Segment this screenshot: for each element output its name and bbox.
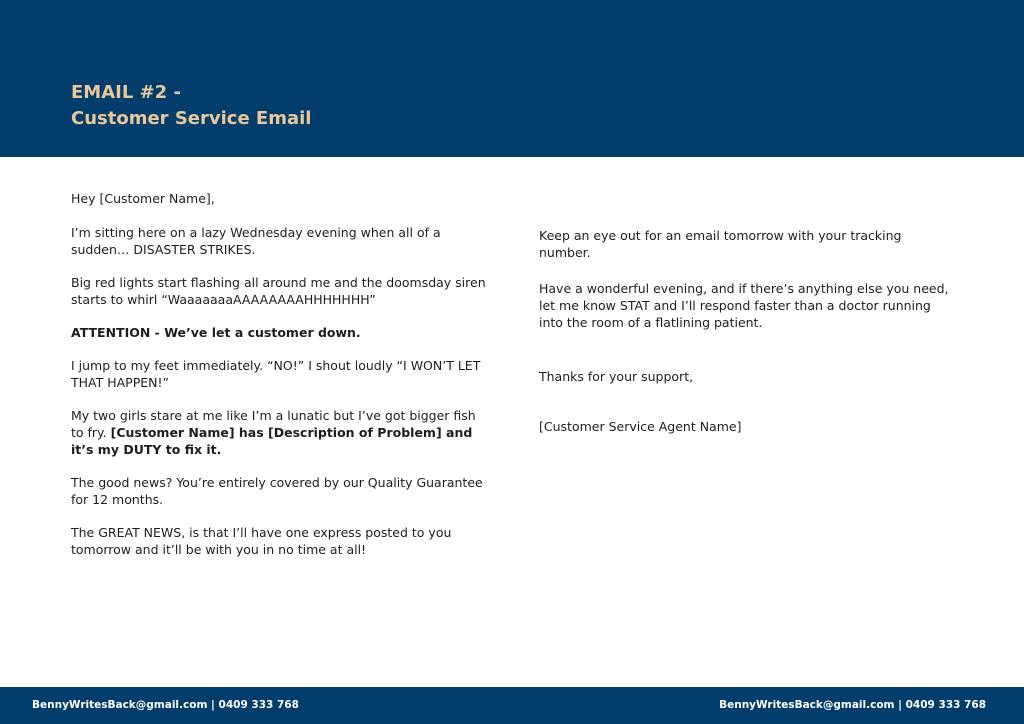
email-body-left-column — [71, 190, 491, 558]
paragraph-jump: I jump to my feet immediately. “NO!” I shout loudly “I WON’T LET THAT HAPPEN!” — [71, 358, 481, 390]
paragraph-tracking: Keep an eye out for an email tomorrow with your tracking number. — [539, 228, 902, 260]
header-banner — [0, 0, 1024, 157]
duty-plain-text: My two girls stare at me like I’m a lunatic but I’ve got bigger fish to fry. — [71, 408, 476, 440]
paragraph-duty — [71, 407, 491, 458]
footer-bar — [0, 687, 1024, 724]
signoff: Thanks for your support, — [539, 369, 694, 384]
signature: [Customer Service Agent Name] — [539, 419, 742, 434]
paragraph-attention: ATTENTION - We’ve let a customer down. — [71, 325, 361, 340]
email-body-right-column — [539, 227, 954, 435]
title-line-1: EMAIL #2 - — [71, 82, 181, 103]
paragraph-great-news: The GREAT NEWS, is that I’ll have one express posted to you tomorrow and it’ll be with you in no time at all! — [71, 525, 452, 557]
paragraph-disaster: I’m sitting here on a lazy Wednesday evening when all of a sudden… DISASTER STRIKES. — [71, 225, 441, 257]
page-title — [71, 80, 311, 132]
title-line-2: Customer Service Email — [71, 108, 312, 129]
paragraph-wonderful-evening: Have a wonderful evening, and if there’s anything else you need, let me know STAT and I’ll respond faster than a doctor running into the room of a flatlining patient. — [539, 281, 949, 330]
footer-contact-left: BennyWritesBack@gmail.com | 0409 333 768 — [32, 699, 299, 711]
greeting: Hey [Customer Name], — [71, 191, 215, 206]
paragraph-good-news: The good news? You’re entirely covered by our Quality Guarantee for 12 months. — [71, 475, 483, 507]
paragraph-red-lights: Big red lights start flashing all around me and the doomsday siren starts to whirl “WaaaaaaaAAAAAAAAHHHHHHH” — [71, 275, 486, 307]
footer-contact-right: BennyWritesBack@gmail.com | 0409 333 768 — [719, 699, 986, 711]
duty-bold-text: [Customer Name] has [Description of Problem] and it’s my DUTY to fix it. — [71, 425, 473, 457]
